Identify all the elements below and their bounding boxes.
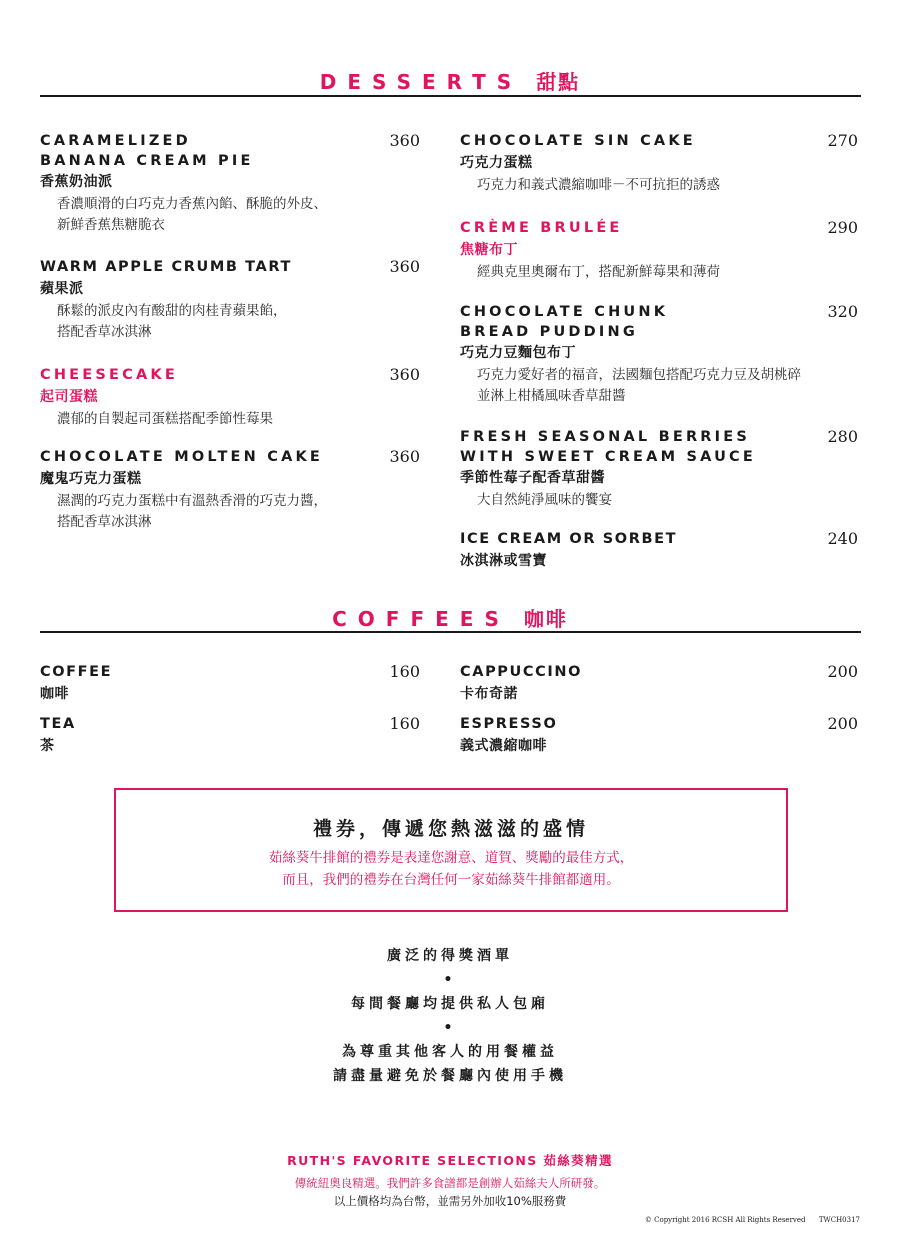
item-price: 160 (389, 714, 420, 733)
item-name-zh: 焦糖布丁 (460, 241, 518, 258)
item-name-zh: 起司蛋糕 (40, 388, 98, 405)
item-name-zh: 巧克力豆麵包布丁 (460, 345, 576, 361)
coffees-heading (0, 603, 900, 632)
feature-phone-note-1: 為尊重其他客人的用餐權益 (342, 1044, 558, 1060)
item-name-zh: 巧克力蛋糕 (460, 154, 533, 171)
footer (0, 1151, 900, 1209)
item-name-zh: 冰淇淋或雪寶 (460, 552, 547, 569)
menu-item-chocolate-sin-cake (460, 132, 810, 196)
coffees-title-zh: 咖啡 (523, 607, 568, 631)
gift-certificate-box (114, 788, 788, 912)
desserts-title-en: DESSERTS (319, 70, 523, 94)
menu-item-creme-brulee (460, 219, 810, 283)
item-description: 經典克里奧爾布丁，搭配新鮮莓果和薄荷 (477, 263, 720, 280)
item-description: 大自然純淨風味的饗宴 (477, 492, 612, 508)
item-description: 巧克力和義式濃縮咖啡－不可抗拒的誘惑 (477, 176, 720, 193)
item-name: CRÈME BRULÉE (460, 220, 623, 236)
item-name-zh: 蘋果派 (40, 280, 84, 297)
item-name: CHOCOLATE CHUNK BREAD PUDDING (460, 304, 669, 340)
item-description: 巧克力愛好者的福音，法國麵包搭配巧克力豆及胡桃碎 並淋上柑橘風味香草甜醬 (477, 367, 801, 404)
item-description: 香濃順滑的白巧克力香蕉內餡、酥脆的外皮、 新鮮香蕉焦糖脆衣 (57, 196, 327, 233)
feature-wine-list: 廣泛的得獎酒單 (387, 948, 513, 964)
feature-private-rooms: 每間餐廳均提供私人包廂 (351, 996, 549, 1012)
menu-item-molten-cake (40, 448, 390, 533)
gift-line-2: 而且，我們的禮券在台灣任何一家茹絲葵牛排館都適用。 (282, 872, 620, 888)
favorite-note: 傳統紐奧良精選。我們許多食譜都是創辦人茹絲夫人所研發。 (294, 1176, 606, 1190)
item-name: CAPPUCCINO (460, 664, 583, 680)
item-price: 360 (389, 365, 420, 384)
item-price: 360 (389, 131, 420, 150)
item-name: COFFEE (40, 664, 113, 680)
coffees-title-en: COFFEES (332, 607, 510, 631)
item-name: CHOCOLATE MOLTEN CAKE (40, 449, 324, 465)
desserts-title-zh: 甜點 (536, 70, 581, 94)
menu-item-ice-cream (460, 530, 810, 571)
item-description: 酥鬆的派皮內有酸甜的肉桂青蘋果餡， 搭配香草冰淇淋 (57, 302, 287, 340)
copyright-text: © Copyright 2016 RCSH All Rights Reserved (644, 1216, 806, 1224)
tax-note: 以上價格均為台幣，並需另外加收10%服務費 (333, 1194, 567, 1208)
menu-item-apple-crumb-tart (40, 258, 390, 343)
item-name-zh: 咖啡 (40, 685, 69, 702)
item-price: 280 (827, 427, 858, 446)
desserts-heading (0, 66, 900, 95)
item-name-zh: 季節性莓子配香草甜醬 (460, 470, 605, 486)
feature-phone-note-2: 請盡量避免於餐廳內使用手機 (333, 1068, 567, 1084)
coffees-divider (40, 631, 861, 633)
feature-separator: • (443, 1020, 457, 1036)
features-list (0, 944, 900, 1088)
item-price: 290 (827, 218, 858, 237)
menu-item-banana-cream-pie (40, 132, 390, 236)
item-name-zh: 香蕉奶油派 (40, 174, 113, 190)
item-name-zh: 義式濃縮咖啡 (460, 737, 547, 754)
item-name: TEA (40, 716, 76, 732)
item-price: 200 (827, 714, 858, 733)
item-description: 濃郁的自製起司蛋糕搭配季節性莓果 (57, 410, 273, 427)
menu-item-seasonal-berries (460, 428, 820, 511)
menu-item-tea (40, 715, 390, 756)
menu-item-cheesecake (40, 366, 390, 430)
favorite-selections-label: RUTH'S FAVORITE SELECTIONS 茹絲葵精選 (287, 1153, 613, 1168)
item-price: 160 (389, 662, 420, 681)
item-name: WARM APPLE CRUMB TART (40, 259, 292, 275)
item-name-zh: 卡布奇諾 (460, 685, 518, 702)
item-price: 270 (827, 131, 858, 150)
menu-item-espresso (460, 715, 810, 756)
copyright (645, 1216, 860, 1224)
item-name: CARAMELIZED BANANA CREAM PIE (40, 133, 254, 169)
menu-item-cappuccino (460, 663, 810, 704)
item-price: 360 (389, 447, 420, 466)
feature-separator: • (443, 972, 457, 988)
item-name-zh: 茶 (40, 737, 55, 754)
desserts-divider (40, 95, 861, 97)
menu-item-coffee (40, 663, 390, 704)
item-price: 360 (389, 257, 420, 276)
document-code: TWCH0317 (818, 1216, 860, 1224)
item-name: CHOCOLATE SIN CAKE (460, 133, 696, 149)
item-name: CHEESECAKE (40, 367, 178, 383)
item-name: FRESH SEASONAL BERRIES WITH SWEET CREAM SAUCE (460, 429, 756, 465)
item-description: 濕潤的巧克力蛋糕中有溫熱香滑的巧克力醬， 搭配香草冰淇淋 (57, 492, 327, 530)
item-name: ICE CREAM OR SORBET (460, 531, 678, 547)
item-name-zh: 魔鬼巧克力蛋糕 (40, 470, 142, 487)
item-name: ESPRESSO (460, 716, 558, 732)
item-price: 200 (827, 662, 858, 681)
gift-text (116, 847, 786, 891)
gift-heading: 禮券，傳遞您熱滋滋的盛情 (312, 818, 589, 840)
item-price: 320 (827, 302, 858, 321)
gift-line-1: 茹絲葵牛排館的禮券是表達您謝意、道賀、獎勵的最佳方式， (268, 850, 634, 866)
item-price: 240 (827, 529, 858, 548)
